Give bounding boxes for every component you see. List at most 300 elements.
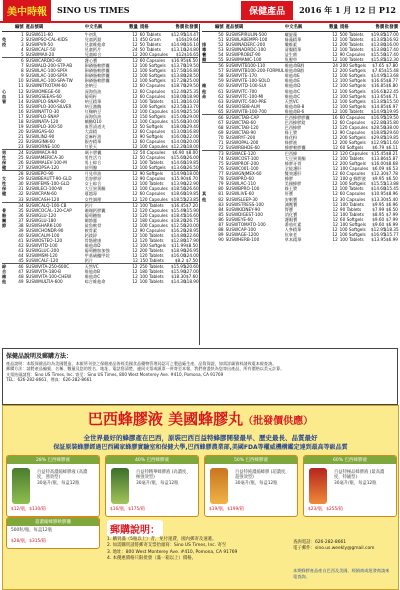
cell-qty: 24: [332, 63, 338, 69]
cell-no: 60: [218, 83, 224, 89]
cell-code: SUSWMULTIA-600: [25, 279, 63, 285]
cell-name: 蜂王漿: [284, 186, 298, 192]
cell-p1: $12.95: [370, 226, 386, 232]
cell-qty: 12: [332, 57, 338, 63]
cell-name: 美容膠原: [84, 176, 102, 182]
cell-code: SUSWRBHDE-60: [225, 145, 260, 151]
cell-spec: 100 Softgels: [139, 165, 166, 171]
cell-spec: 200 Softgels: [339, 134, 366, 140]
cell-no: 67: [218, 119, 224, 125]
cell-code: SUSWNATTO-30: [25, 108, 60, 114]
cell-no: 27: [18, 165, 24, 171]
cell-qty: 12: [132, 83, 138, 89]
cell-no: 66: [218, 114, 224, 120]
cell-p2: $8.50: [185, 242, 198, 248]
cell-code: SUSWVITC-500-PRE: [225, 98, 267, 104]
cell-p1: $15.85: [370, 57, 386, 63]
shipping-item: 3. 地址：800 West Monterey Ave. #410, Pomona, CA 91769: [107, 549, 238, 555]
bottle-image: [309, 468, 327, 504]
cell-cat: 骨: [2, 207, 7, 213]
cell-p2: $8.00: [185, 150, 198, 156]
cell-name: 維他命C: [284, 93, 301, 99]
cell-qty: 12: [132, 202, 138, 208]
cell-name: 蜂膠液: [284, 139, 298, 145]
cell-code: SUSWRYF-200: [225, 134, 256, 140]
cell-p2: $19.85: [183, 160, 199, 166]
cell-qty: 12: [132, 118, 138, 124]
cell-no: 44: [18, 253, 24, 259]
cell-name: 鈣鎂鋅: [84, 232, 98, 238]
cell-p2: $28.95: [183, 227, 199, 233]
cell-name: 維他命C: [84, 274, 101, 280]
cell-name: 兒童綜合: [84, 52, 102, 58]
cell-p2: $8.77: [385, 78, 398, 84]
cell-p1: $18.55: [170, 196, 186, 202]
cell-no: 59: [218, 78, 224, 84]
cell-code: SUSWPSO-CAL-KIDS: [25, 37, 68, 43]
cell-p2: $22.90: [183, 181, 199, 187]
ad-tagline-1: 全世界最好的蜂膠產在巴西，原裝巴西百益特蜂膠開發最早、歷史最長、品質最好: [83, 434, 318, 442]
cell-qty: 12: [132, 191, 138, 197]
cell-no: 14: [18, 98, 24, 104]
cell-p2: $19.50: [383, 114, 399, 120]
cell-code: SUSWPROBLT-90: [225, 52, 261, 58]
cell-no: 20: [18, 128, 24, 134]
cell-no: 26: [18, 160, 24, 166]
cell-cat: 健: [2, 165, 7, 171]
cell-no: 3: [20, 42, 24, 48]
cell-p2: $16.00: [383, 42, 399, 48]
cell-p2: $14.47: [183, 32, 199, 37]
cell-name: 蜂王漿: [284, 129, 298, 135]
cell-qty: 12: [332, 78, 338, 84]
cell-code: SUSWVITB100-110: [225, 63, 266, 69]
cell-spec: 100 Softgels: [139, 242, 166, 248]
cell-spec: 100 Softgels: [139, 73, 166, 79]
cell-name: 巴西蜂膠膠囊: [284, 114, 310, 120]
cell-name: 深海魚油: [84, 113, 102, 119]
column-header: 批發價: [384, 25, 398, 30]
cell-qty: 12: [132, 138, 138, 144]
cell-qty: 12: [132, 63, 138, 69]
cell-name: 維他命B群: [284, 63, 305, 69]
cell-p2: $30.00: [183, 118, 199, 124]
cell-spec: 100 Softgels: [139, 103, 166, 109]
cell-spec: 90 Softgels: [139, 133, 164, 139]
cell-no: 5: [20, 52, 24, 58]
cell-cat: 心: [2, 88, 7, 94]
cell-no: 45: [18, 258, 24, 264]
cell-qty: 12: [332, 221, 338, 227]
cell-code: SUSWFEMS-100-GLD: [25, 181, 70, 187]
table-row: [2, 144, 198, 149]
cell-p2: $15.77: [383, 231, 399, 237]
cell-p1: $18.70: [170, 83, 186, 89]
cell-p2: $20.00: [183, 222, 199, 228]
cell-code: SUSWOSB8-ALM: [225, 103, 260, 109]
cell-qty: 12: [332, 37, 338, 43]
cell-code: SUSWTOMATO-100: [225, 221, 266, 227]
cell-spec: 100 Tablets: [339, 108, 364, 114]
cell-no: 65: [218, 108, 224, 114]
cell-p2: $6.70: [185, 176, 198, 182]
cell-code: SUSWOSTEO-120: [25, 237, 63, 243]
cell-p1: $16.00: [371, 161, 386, 167]
cell-p1: $8.95: [372, 211, 385, 217]
cell-code: SUSWVITA-250-600C: [25, 264, 70, 270]
cell-p2: $8.68: [385, 161, 398, 167]
cell-p1: $13.95: [371, 236, 386, 242]
cell-name: 月見草油: [84, 171, 102, 177]
cell-spec: 60 Capsules: [139, 191, 166, 197]
cell-code: SUSWGNJMEX-60: [225, 171, 262, 177]
cell-qty: 11: [132, 37, 138, 43]
cell-no: 32: [18, 191, 24, 197]
cell-code: SUSWLAC-110: [225, 181, 256, 187]
cell-qty: 12: [332, 139, 338, 145]
cell-spec: 100 Tablets: [339, 186, 364, 192]
cell-code: SUSWCTAB-60: [225, 119, 256, 125]
cell-no: 54: [218, 52, 224, 58]
cell-no: 34: [18, 202, 24, 208]
cell-p1: $16.95: [370, 114, 386, 120]
cell-spec: 120 Capsules: [139, 207, 168, 213]
cell-code: SUSWCALM-100: [25, 232, 60, 238]
cell-spec: 100 Tablets: [139, 98, 164, 104]
contact-info: [293, 540, 393, 553]
cell-qty: 12: [132, 247, 138, 253]
cell-no: 29: [18, 176, 24, 182]
cell-qty: 12: [132, 212, 138, 218]
cell-name: 前列腺: [84, 165, 98, 171]
cell-qty: 12: [132, 165, 138, 171]
cell-qty: 12: [332, 206, 338, 212]
cell-no: 50: [218, 32, 224, 37]
cell-p1: $9.95: [372, 176, 385, 182]
cell-p2: $18.35: [383, 226, 399, 232]
cell-no: 81: [218, 191, 224, 197]
cell-p2: $16.80: [183, 128, 199, 134]
cell-p2: $35.80: [383, 119, 399, 125]
cell-code: SUSWMSM-120: [25, 253, 58, 259]
cell-spec: 90 Capsules: [339, 52, 366, 58]
cell-spec: 100 Softgels: [339, 83, 366, 89]
cell-no: 85: [218, 211, 224, 217]
product-card-text: 百益特高濃縮蜂膠液 (高濃度，強效型) 30毫升/瓶，每盒12瓶: [37, 470, 88, 486]
cell-spec: 60 Capsules: [339, 119, 366, 125]
cell-qty: 12: [332, 32, 338, 37]
cell-no: 28: [18, 171, 24, 177]
cell-spec: 100 Tablets: [339, 201, 364, 207]
cell-spec: 100 Softgels: [339, 181, 366, 187]
cell-p1: $15.00: [170, 113, 186, 119]
cell-name: 蜂膠牙膏: [284, 161, 302, 167]
cell-name: 亞麻籽油: [84, 133, 102, 139]
cell-name: 減壓寶: [284, 201, 298, 207]
cell-p2: $8.96: [385, 191, 398, 197]
cell-p1: $6.09: [372, 166, 385, 172]
cell-name: 紅景天: [84, 144, 98, 150]
product-card-head: 50% 巴西蜂膠液: [205, 456, 297, 464]
cell-name: 護心寶: [84, 58, 98, 64]
cell-qty: 12: [132, 133, 138, 139]
cell-spec: 100 Tablets: [339, 57, 364, 63]
cell-code: SUSWVITB100-200-FORMUL: [225, 68, 285, 74]
cell-spec: 60 Tablets: [139, 32, 161, 37]
newspaper-logo: [3, 0, 51, 21]
cell-name: 安眠寶: [284, 196, 298, 202]
cell-cat: 骼: [2, 212, 7, 218]
ad-headline: [3, 408, 398, 429]
cell-no: 47: [18, 269, 24, 275]
cell-p2: $6.97: [385, 103, 398, 109]
cell-spec: 90 Capsules: [139, 227, 166, 233]
cell-name: 銀杏精華: [84, 138, 102, 144]
cell-spec: 100 Capsules: [339, 166, 369, 172]
cell-name: 納豆精華: [84, 98, 102, 104]
cell-p1: $15.90: [170, 269, 186, 275]
cell-qty: 12: [132, 160, 138, 166]
product-table-left: [2, 24, 198, 284]
cell-code: SUSWCRAN-60: [25, 191, 57, 197]
cell-code: SUSWAGE-1200: [225, 231, 259, 237]
cell-no: 73: [218, 151, 224, 157]
cell-no: 70: [218, 134, 224, 140]
cell-code: SUSWGINK-60: [25, 138, 55, 144]
cell-p1: $14.00: [170, 138, 186, 144]
cell-code: SUSWOMEGE-60: [25, 88, 61, 94]
cell-spec: 100 Capsules: [139, 118, 168, 124]
info-line-1: 產品說明：本版保健品均為美國製造，本報所刊登之保健產品皆經美國食品藥物管理局認可之製造廠生產，品質保證，如需詳細資料請致電本報查詢。: [6, 361, 277, 366]
cell-qty: 12: [132, 186, 138, 192]
cell-code: SUSWDIGEST-100: [225, 211, 263, 217]
cell-code: SUSWLAC-100-SPFA: [25, 68, 68, 74]
cell-p2: $26.95: [183, 247, 199, 253]
cell-cat: 關: [2, 217, 7, 223]
cell-cat: 性: [2, 155, 7, 161]
cell-spec: 100 Tablets: [139, 181, 164, 187]
cell-code: SUSWMANIC-100: [225, 57, 262, 63]
cell-name: 卵磷脂軟膠囊: [84, 78, 110, 84]
cell-qty: 12: [132, 181, 138, 187]
cell-p1: $9.60: [372, 216, 385, 222]
cell-p1: $15.45: [371, 151, 386, 157]
cell-name: 血管清道夫: [84, 123, 106, 129]
cell-cat: 合: [2, 269, 7, 275]
cell-p1: $15.55: [370, 181, 386, 187]
cell-code: SUSWVITB-100-700: [225, 108, 267, 114]
cell-p1: $13.90: [170, 181, 186, 187]
cell-code: SUSWORNE-100: [25, 144, 60, 150]
cell-p1: $7.99: [372, 206, 385, 212]
cell-p1: $18.20: [170, 217, 186, 223]
cell-qty: 12: [332, 134, 338, 140]
cell-p1: $14.90: [170, 171, 186, 177]
cell-p1: $11.30: [170, 98, 186, 104]
contact-email: 電子郵件：sino.us.weekly@gmail.com: [293, 546, 375, 552]
cell-p2: $8.21: [385, 151, 398, 157]
cell-spec: 180 Capsules: [139, 217, 168, 223]
header-divider: [0, 21, 400, 23]
column-header: 編號: [14, 25, 24, 30]
cell-p2: $7.99: [385, 216, 398, 222]
cell-no: 82: [218, 196, 224, 202]
cell-p1: $16: [175, 37, 184, 43]
cell-name: 甲基硫醯甲烷: [84, 253, 110, 259]
cell-name: 大豆異黃酮: [284, 156, 306, 162]
cell-code: SUSWVITC-100-MI: [225, 93, 264, 99]
cell-no: 55: [218, 57, 224, 63]
cell-p1: $16.65: [371, 78, 386, 84]
cell-p1: $13.65: [371, 93, 386, 99]
cell-cat: [202, 145, 214, 150]
cell-spec: 200 Softgels: [339, 161, 366, 167]
cell-name: 維他命D: [284, 83, 301, 89]
cell-code: SUSWALD-200-STP-AB: [25, 63, 73, 69]
cell-p2: $7.20: [185, 202, 198, 208]
shipping-title: 郵購說明：: [107, 520, 163, 537]
cell-no: 31: [18, 186, 24, 192]
cell-code: SUSWPLO-300-SILVER: [25, 103, 72, 109]
cell-no: 62: [218, 93, 224, 99]
cell-code: SUSWKIDNEY-90: [225, 206, 261, 212]
cell-cat: 健: [2, 191, 7, 197]
column-divider: [199, 24, 200, 345]
cell-cat: [2, 258, 14, 263]
cell-no: 36: [18, 212, 24, 218]
bottle-image: [111, 468, 129, 504]
cell-p2: $5.40: [385, 196, 398, 202]
cell-code: SUSWPLO-SNAP-60: [25, 98, 66, 104]
cell-cat: 管: [2, 98, 7, 104]
cell-p2: $6.50: [385, 176, 398, 182]
table-row: [202, 109, 398, 114]
cell-qty: 12: [132, 150, 138, 156]
cell-name: 珊瑚鈣膠囊: [84, 207, 106, 213]
cell-p2: $6.96: [385, 201, 398, 207]
cell-spec: 60 Capsules: [339, 171, 366, 177]
cell-code: SUSWNADRDC-100: [225, 47, 266, 53]
cell-p2: $26.60: [183, 186, 199, 192]
cell-no: 68: [218, 124, 224, 130]
cell-p1: $14.95: [370, 108, 386, 114]
cell-p1: $7.65: [371, 68, 384, 74]
cell-qty: 12: [332, 196, 338, 202]
cell-p2: $15.48: [383, 68, 399, 74]
cell-p1: $16.45: [171, 202, 186, 208]
cell-code: SUSWOPSA-120: [25, 165, 59, 171]
column-header: 中文名稱: [84, 25, 103, 30]
cell-code: SUSWVITE-170: [225, 73, 257, 79]
cell-p1: $13.86: [371, 156, 386, 162]
product-card: [105, 455, 199, 517]
cell-code: SUSWLIN2-90: [25, 133, 55, 139]
cell-no: 51: [218, 37, 224, 43]
column-header: 產品號碼: [25, 25, 44, 30]
cell-name: 清腸精華: [284, 47, 302, 53]
cell-p1: $18.85: [370, 129, 386, 135]
cell-p2: $22.00: [183, 133, 199, 139]
cell-spec: 200 Softgels: [339, 68, 366, 74]
cell-spec: 50 Softgels: [139, 123, 164, 129]
cell-name: 草本精華: [284, 236, 302, 242]
table-row: [2, 279, 198, 284]
cell-name: 美國蜂膠: [284, 181, 302, 187]
column-header: 售價: [375, 25, 385, 30]
cell-no: 72: [218, 145, 224, 151]
mail-order-info-box: [2, 348, 398, 405]
cell-qty: 12: [132, 108, 138, 114]
cell-no: 37: [18, 217, 24, 223]
cell-qty: 12: [332, 156, 338, 162]
cell-spec: 120 Capsules: [339, 124, 368, 130]
cell-p1: $15.49: [170, 207, 186, 213]
cell-name: 鯊魚軟骨: [84, 222, 102, 228]
cell-p2: $29.00: [183, 113, 199, 119]
table-row: [202, 57, 398, 62]
cell-name: 魚腥草: [284, 57, 298, 63]
cell-p2: $6.50: [185, 58, 198, 64]
cell-qty: 12: [332, 191, 338, 197]
cell-qty: 12: [332, 88, 338, 94]
cell-p2: $18.00: [183, 144, 199, 150]
cell-qty: 12: [332, 108, 338, 114]
cell-name: 關節靈: [84, 217, 98, 223]
cell-p2: $6.71: [385, 93, 398, 99]
cell-qty: 12: [132, 113, 138, 119]
cell-p1: $13.80: [370, 47, 386, 53]
cell-code: SUSWPLO-SNAP: [25, 113, 59, 119]
cell-p2: $20.00: [183, 138, 199, 144]
product-card-head: 40% 巴西蜂膠液: [106, 456, 198, 464]
cell-code: SUSWCTAB-90: [225, 129, 256, 135]
cell-code: SUSW611-60: [25, 32, 53, 37]
cell-p2: $25.00: [183, 78, 199, 84]
cell-spec: 100 Softgels: [339, 78, 366, 84]
cell-no: 33: [18, 196, 24, 202]
cell-p2: $26.00: [183, 155, 199, 161]
cell-cat: 男: [2, 150, 7, 156]
cell-no: 13: [18, 93, 24, 99]
cell-spec: 100 Tablets: [339, 236, 364, 242]
cell-p2: $6.53: [385, 166, 398, 172]
cell-qty: 12: [132, 68, 138, 74]
cell-no: 1: [20, 32, 24, 37]
cell-spec: 100 Softgels: [339, 93, 366, 99]
cell-p2: $29.40: [183, 123, 199, 129]
cell-code: SUSWPLO-300-50: [25, 123, 63, 129]
cell-qty: 12: [132, 279, 138, 285]
cell-spec: 100 Tablets: [139, 202, 164, 208]
cell-name: 雙效護肝: [284, 171, 302, 177]
cell-spec: 100 Capsules: [139, 186, 168, 192]
cell-code: SUSWCAP-100: [225, 226, 256, 232]
cell-cat: 命: [202, 93, 207, 99]
cell-p1: $18.90: [170, 247, 186, 253]
table-header: [202, 24, 398, 32]
cell-code: SUSWCALF-50: [25, 47, 56, 53]
cell-no: 63: [218, 98, 224, 104]
cell-spec: 120 Tablets: [139, 237, 164, 243]
cell-qty: 12: [132, 264, 138, 270]
cell-p1: $14.80: [170, 232, 186, 238]
cell-name: 纖維素: [284, 42, 298, 48]
cell-name: 深海魚油: [84, 88, 102, 94]
cell-qty: 12: [132, 103, 138, 109]
cell-code: SUSWSHARK-100: [25, 222, 62, 228]
cell-p1: $16.20: [170, 227, 186, 233]
cell-cat: 排: [202, 42, 207, 48]
